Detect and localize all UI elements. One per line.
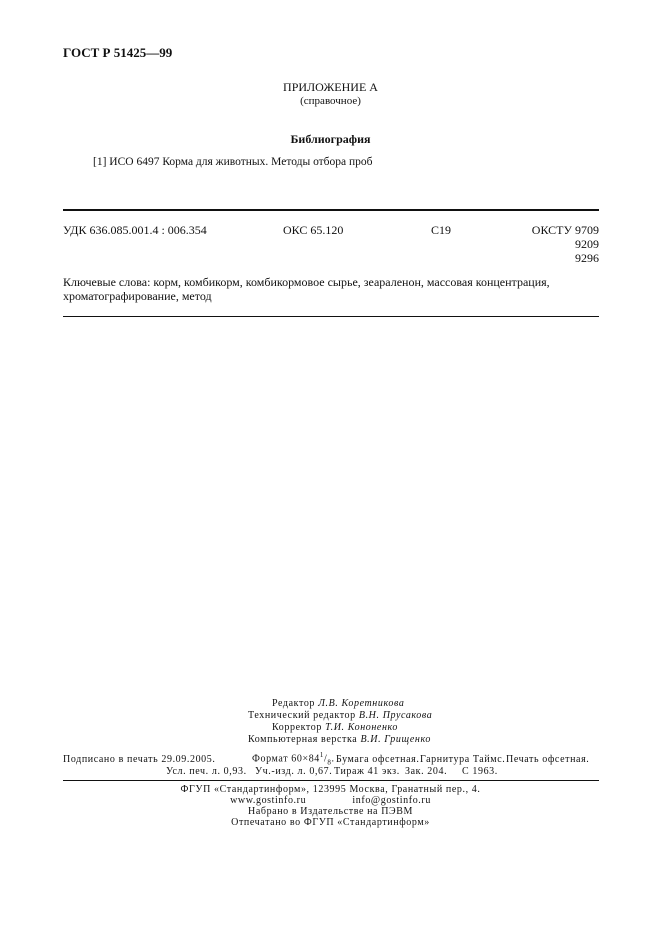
divider-bottom [63,316,599,317]
editor-name: Л.В. Коретникова [318,698,405,709]
appendix-subtitle: (справочное) [300,95,361,107]
pub-sheets: Уч.-изд. л. 0,67. [255,766,333,777]
printed-by: Отпечатано во ФГУП «Стандартинформ» [231,817,430,828]
okstu-codes [532,223,599,265]
font-info: Гарнитура Таймс. [420,754,506,765]
corrector-role: Корректор [272,722,322,733]
publisher-website: www.gostinfo.ru [230,795,307,806]
corrector-line [272,722,398,733]
bibliography-item-text: ИСО 6497 Корма для животных. Методы отбора проб [109,156,373,168]
tech-editor-role: Технический редактор [248,710,356,721]
format-denominator: 8 [327,758,332,767]
okstu-code-2: 9209 [575,237,599,251]
okstu-code-3: 9296 [575,251,599,265]
corrector-name: Т.И. Кононенко [325,722,399,733]
print-sheets: Усл. печ. л. 0,93. [166,766,247,777]
format-suffix: . [331,753,335,765]
order-number: Зак. 204. [405,766,448,777]
keywords-line-2: хроматографирование, метод [63,289,212,303]
udk-code: УДК 636.085.001.4 : 006.354 [63,223,207,237]
tech-editor-line [248,710,432,721]
publication-code: С 1963. [462,766,498,777]
editor-line [272,698,404,709]
print-run: Тираж 41 экз. [334,766,400,777]
tech-editor-name: В.Н. Прусакова [358,710,433,721]
layout-name: В.И. Грищенко [360,734,431,745]
bibliography-heading: Библиография [290,132,371,146]
standard-code: ГОСТ Р 51425—99 [63,45,173,60]
divider-publisher [63,780,599,781]
format-prefix: Формат 60×84 [252,753,320,765]
format-info: Формат $60\times 84^1/_8$. [252,751,335,767]
format-numerator: 1 [319,751,325,759]
editor-role: Редактор [272,698,316,709]
group-code: С19 [431,223,452,237]
oks-code: ОКС 65.120 [283,223,344,237]
signed-date: Подписано в печать 29.09.2005. [63,754,216,765]
okstu-code-1: ОКСТУ 9709 [531,223,599,237]
bibliography-item-number: [1] [93,156,107,168]
appendix-title: ПРИЛОЖЕНИЕ А [283,80,378,94]
publisher-contacts [0,795,661,806]
layout-line [248,734,431,745]
publisher-email: info@gostinfo.ru [352,795,431,806]
paper-info: Бумага офсетная. [336,754,420,765]
printing-info: Печать офсетная. [506,754,590,765]
bibliography-item [93,156,373,168]
layout-role: Компьютерная верстка [248,734,358,745]
publisher-address: ФГУП «Стандартинформ», 123995 Москва, Гранатный пер., 4. [180,784,481,795]
keywords-line-1: Ключевые слова: корм, комбикорм, комбикормовое сырье, зеараленон, массовая концентрация, [63,275,550,289]
typeset-info: Набрано в Издательстве на ПЭВМ [248,806,413,817]
divider-top [63,209,599,211]
